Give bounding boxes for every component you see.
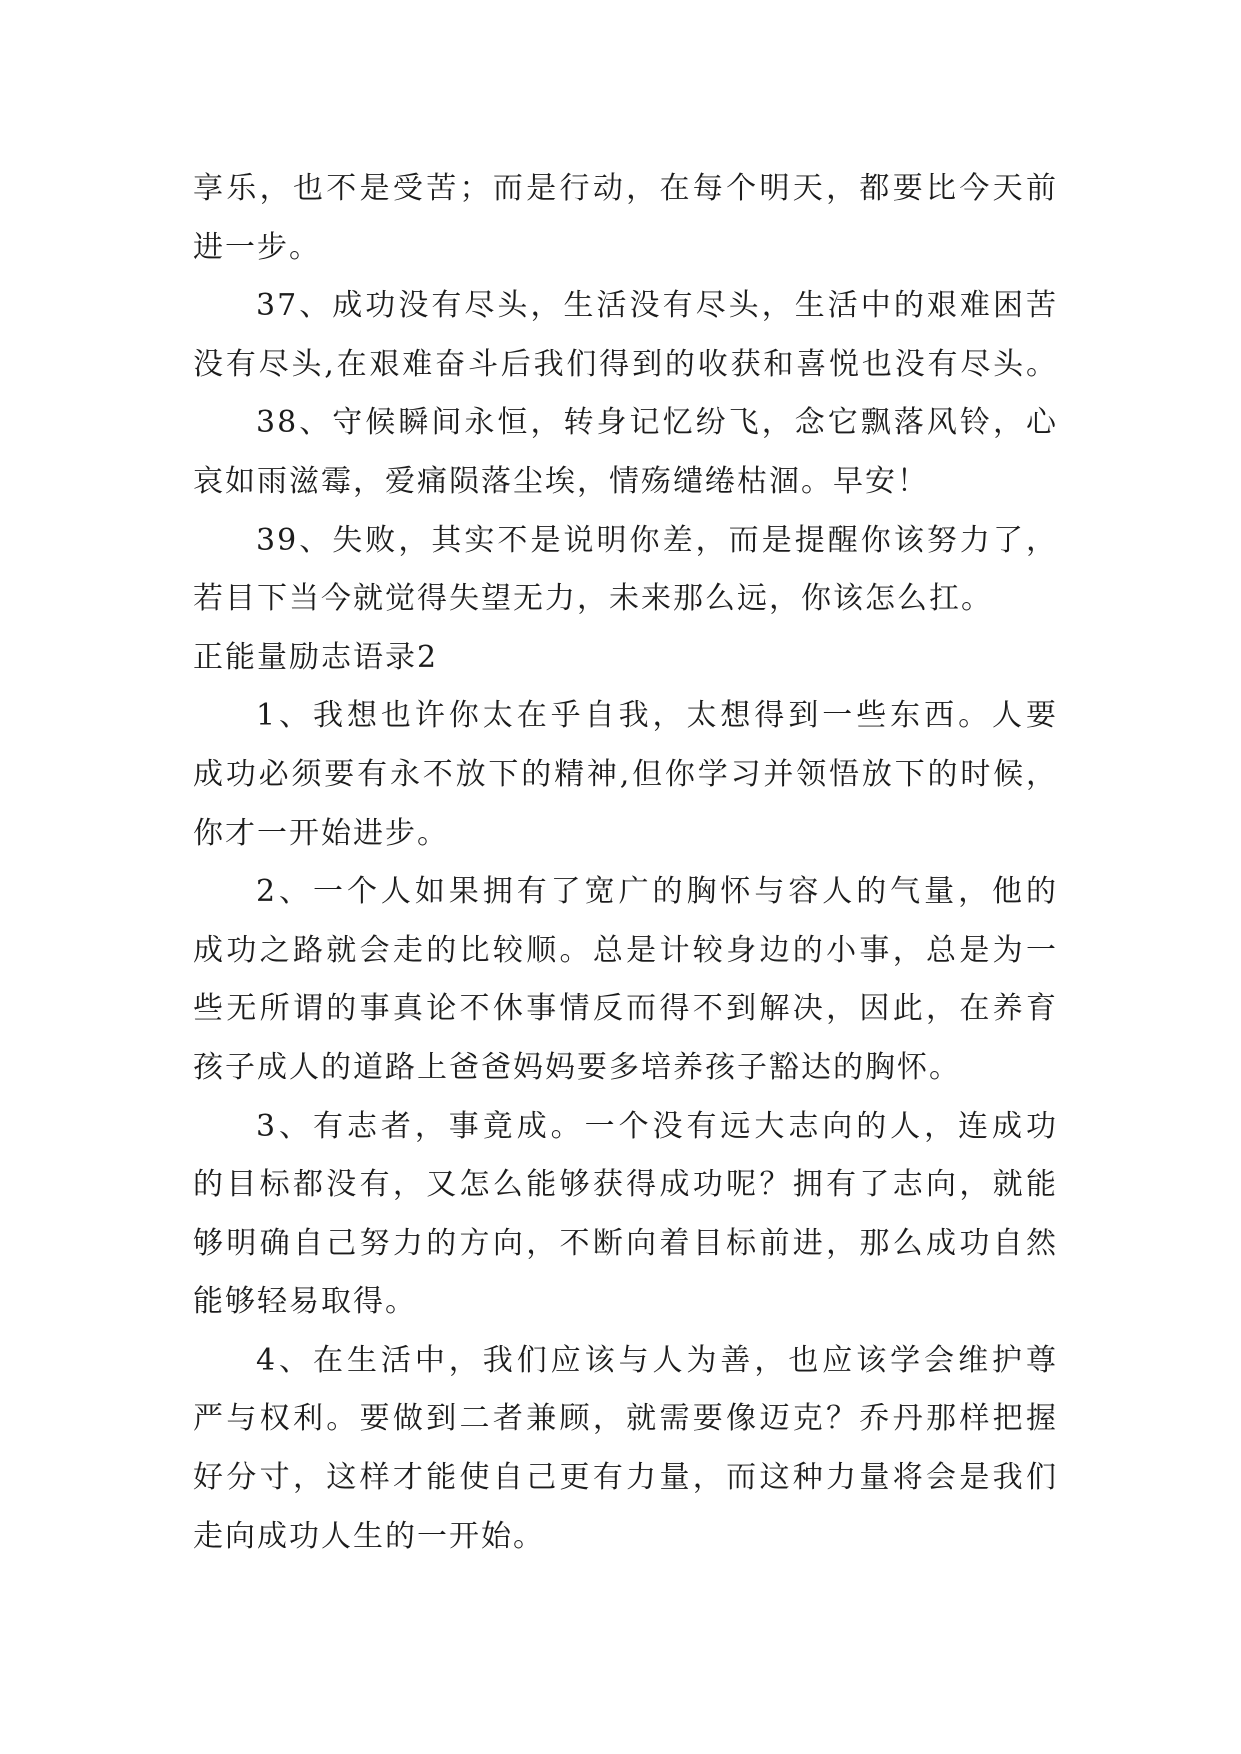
text-line: 成功之路就会走的比较顺。总是计较身边的小事，总是为一 xyxy=(193,932,1058,968)
text-line: 你才一开始进步。 xyxy=(193,815,449,851)
section-heading: 正能量励志语录2 xyxy=(193,639,439,675)
text-line: 孩子成人的道路上爸爸妈妈要多培养孩子豁达的胸怀。 xyxy=(193,1049,961,1085)
text-line: 哀如雨滋霉，爱痛陨落尘埃，情殇缱绻枯涸。早安！ xyxy=(193,463,929,499)
text-line: 进一步。 xyxy=(193,229,321,265)
text-line: 39、失败，其实不是说明你差，而是提醒你该努力了， xyxy=(256,522,1058,558)
text-line: 的目标都没有，又怎么能够获得成功呢？拥有了志向，就能 xyxy=(193,1167,1058,1203)
text-line: 没有尽头,在艰难奋斗后我们得到的收获和喜悦也没有尽头。 xyxy=(193,346,1058,382)
list-item-4 xyxy=(193,1332,1058,1566)
text-line: 享乐，也不是受苦；而是行动，在每个明天，都要比今天前 xyxy=(193,171,1058,206)
list-item-39 xyxy=(193,512,1058,629)
text-line: 37、成功没有尽头，生活没有尽头，生活中的艰难困苦 xyxy=(256,288,1058,324)
text-line: 够明确自己努力的方向，不断向着目标前进，那么成功自然 xyxy=(193,1225,1058,1261)
list-item-2 xyxy=(193,863,1058,1097)
text-line: 成功必须要有永不放下的精神,但你学习并领悟放下的时候， xyxy=(193,756,1058,792)
text-line: 能够轻易取得。 xyxy=(193,1284,417,1320)
text-line: 2、一个人如果拥有了宽广的胸怀与容人的气量，他的 xyxy=(256,874,1058,910)
document-body xyxy=(193,160,1058,1566)
list-item-37 xyxy=(193,277,1058,394)
text-line: 严与权利。要做到二者兼顾，就需要像迈克？乔丹那样把握 xyxy=(193,1401,1058,1437)
text-line: 走向成功人生的一开始。 xyxy=(193,1518,545,1554)
text-line: 好分寸，这样才能使自己更有力量，而这种力量将会是我们 xyxy=(193,1460,1058,1496)
text-line: 4、在生活中，我们应该与人为善，也应该学会维护尊 xyxy=(256,1342,1058,1378)
list-item-3 xyxy=(193,1098,1058,1332)
text-line: 1、我想也许你太在乎自我，太想得到一些东西。人要 xyxy=(256,698,1058,734)
text-line: 3、有志者，事竟成。一个没有远大志向的人，连成功 xyxy=(256,1108,1058,1144)
list-item-38 xyxy=(193,394,1058,511)
list-item-1 xyxy=(193,687,1058,863)
text-line: 些无所谓的事真论不休事情反而得不到解决，因此，在养育 xyxy=(193,991,1058,1027)
text-line: 若目下当今就觉得失望无力，未来那么远，你该怎么扛。 xyxy=(193,581,993,617)
continued-paragraph xyxy=(193,160,1058,277)
text-line: 38、守候瞬间永恒，转身记忆纷飞，念它飘落风铃，心 xyxy=(256,405,1058,441)
